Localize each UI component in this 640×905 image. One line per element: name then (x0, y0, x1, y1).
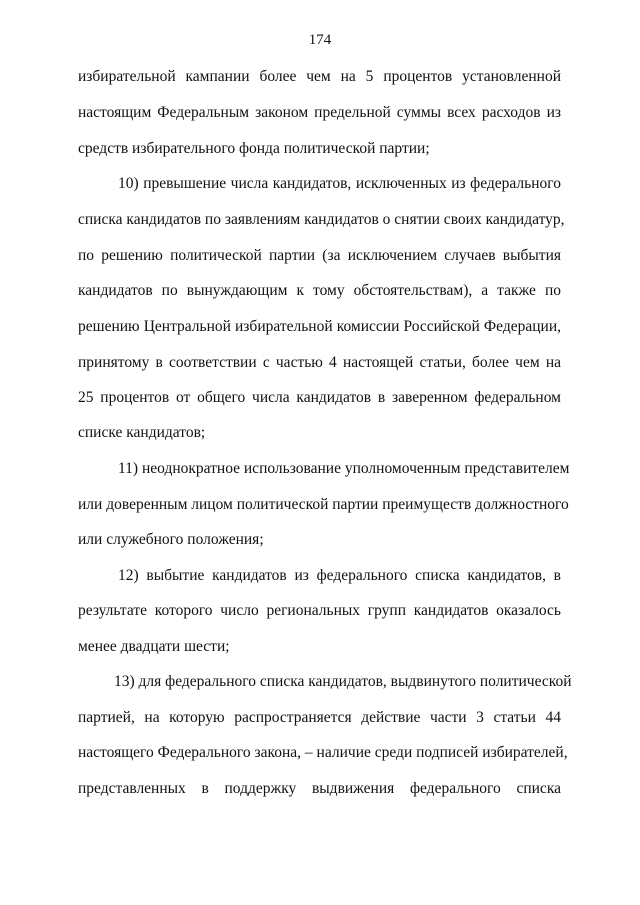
text-line: партией, на которую распространяется действие части 3 статьи 44 (78, 709, 561, 726)
text-line: или служебного положения; (78, 531, 264, 548)
text-line: 13) для федерального списка кандидатов, выдвинутого политической (114, 673, 572, 690)
text-line: 12) выбытие кандидатов из федерального списка кандидатов, в (118, 567, 561, 584)
text-line: решению Центральной избирательной комиссии Российской Федерации, (78, 318, 561, 335)
text-line: настоящего Федерального закона, – наличие среди подписей избирателей, (78, 744, 568, 761)
text-line: по решению политической партии (за исключением случаев выбытия (78, 247, 561, 264)
text-line: 25 процентов от общего числа кандидатов в заверенном федеральном (78, 389, 561, 406)
text-line: кандидатов по вынуждающим к тому обстоятельствам), а также по (78, 282, 561, 299)
text-line: 11) неоднократное использование уполномоченным представителем (118, 460, 570, 477)
page-number: 174 (308, 32, 332, 48)
text-line: средств избирательного фонда политической партии; (78, 140, 430, 157)
text-line: 10) превышение числа кандидатов, исключенных из федерального (118, 175, 561, 192)
text-line: настоящим Федеральным законом предельной суммы всех расходов из (78, 104, 561, 121)
text-line: результате которого число региональных групп кандидатов оказалось (78, 602, 561, 619)
text-line: избирательной кампании более чем на 5 процентов установленной (78, 68, 561, 85)
text-line: списка кандидатов по заявлениям кандидатов о снятии своих кандидатур, (78, 211, 565, 228)
text-line: списке кандидатов; (78, 424, 206, 441)
text-line: принятому в соответствии с частью 4 настоящей статьи, более чем на (78, 354, 561, 371)
text-line: менее двадцати шести; (78, 638, 230, 655)
text-line: представленных в поддержку выдвижения федерального списка (78, 780, 561, 797)
text-line: или доверенным лицом политической партии преимуществ должностного (78, 496, 569, 513)
